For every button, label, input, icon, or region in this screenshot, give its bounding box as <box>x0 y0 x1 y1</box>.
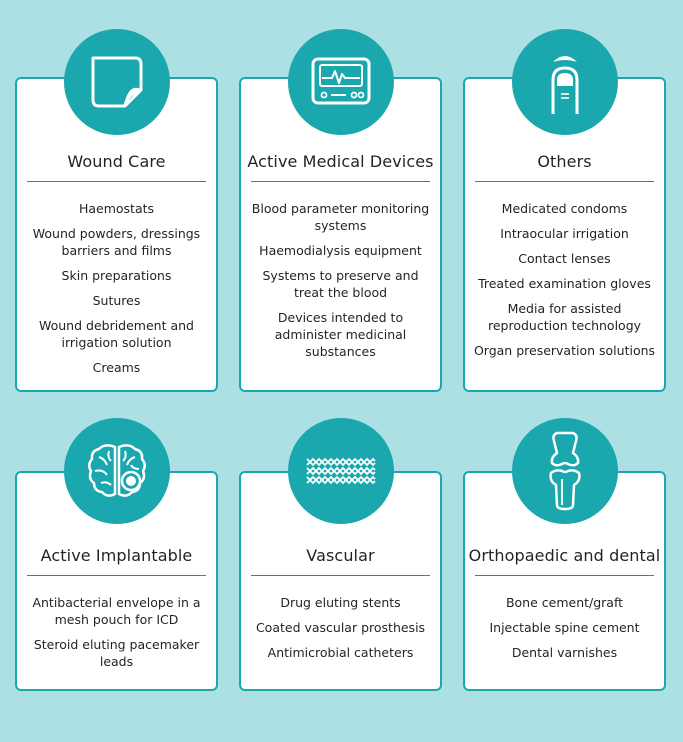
list-item: Media for assisted reproduction technology <box>487 301 642 333</box>
divider <box>251 181 430 182</box>
list-item: Wound debridement and irrigation solution <box>38 318 194 350</box>
list-item: Medicated condoms <box>501 201 628 216</box>
item-list <box>17 200 216 384</box>
list-item: Creams <box>92 360 141 375</box>
card-title: Orthopaedic and dental <box>468 546 661 565</box>
list-item: Blood parameter monitoring systems <box>251 201 430 233</box>
card-title: Vascular <box>306 546 375 565</box>
divider <box>475 181 654 182</box>
list-item: Steroid eluting pacemaker leads <box>33 637 200 669</box>
item-list <box>241 200 440 368</box>
list-item: Haemostats <box>78 201 155 216</box>
card-title: Others <box>537 152 592 171</box>
list-item: Haemodialysis equipment <box>259 243 422 258</box>
list-item: Organ preservation solutions <box>473 343 656 358</box>
list-item: Systems to preserve and treat the blood <box>262 268 419 300</box>
list-item: Skin preparations <box>61 268 172 283</box>
list-item: Coated vascular prosthesis <box>255 620 426 635</box>
card-title: Wound Care <box>67 152 166 171</box>
list-item: Drug eluting stents <box>280 595 401 610</box>
finger-lens-icon <box>512 29 618 135</box>
divider <box>475 575 654 576</box>
list-item: Bone cement/graft <box>505 595 624 610</box>
list-item: Antimicrobial catheters <box>267 645 414 660</box>
divider <box>27 575 206 576</box>
item-list <box>17 594 216 678</box>
list-item: Dental varnishes <box>511 645 618 660</box>
stent-icon <box>288 418 394 524</box>
list-item: Intraocular irrigation <box>500 226 629 241</box>
card-title: Active Implantable <box>40 546 193 565</box>
list-item: Injectable spine cement <box>489 620 640 635</box>
item-list <box>465 200 664 367</box>
divider <box>251 575 430 576</box>
list-item: Antibacterial envelope in a mesh pouch for ICD <box>32 595 201 627</box>
item-list <box>241 594 440 669</box>
divider <box>27 181 206 182</box>
bone-joint-icon <box>512 418 618 524</box>
card-title: Active Medical Devices <box>247 152 434 171</box>
list-item: Wound powders, dressings barriers and films <box>32 226 201 258</box>
list-item: Treated examination gloves <box>478 276 651 291</box>
list-item: Sutures <box>92 293 141 308</box>
list-item: Contact lenses <box>518 251 611 266</box>
wound-dressing-icon <box>64 29 170 135</box>
item-list <box>465 594 664 669</box>
monitor-icon <box>288 29 394 135</box>
list-item: Devices intended to administer medicinal substances <box>274 310 407 359</box>
brain-icon <box>64 418 170 524</box>
